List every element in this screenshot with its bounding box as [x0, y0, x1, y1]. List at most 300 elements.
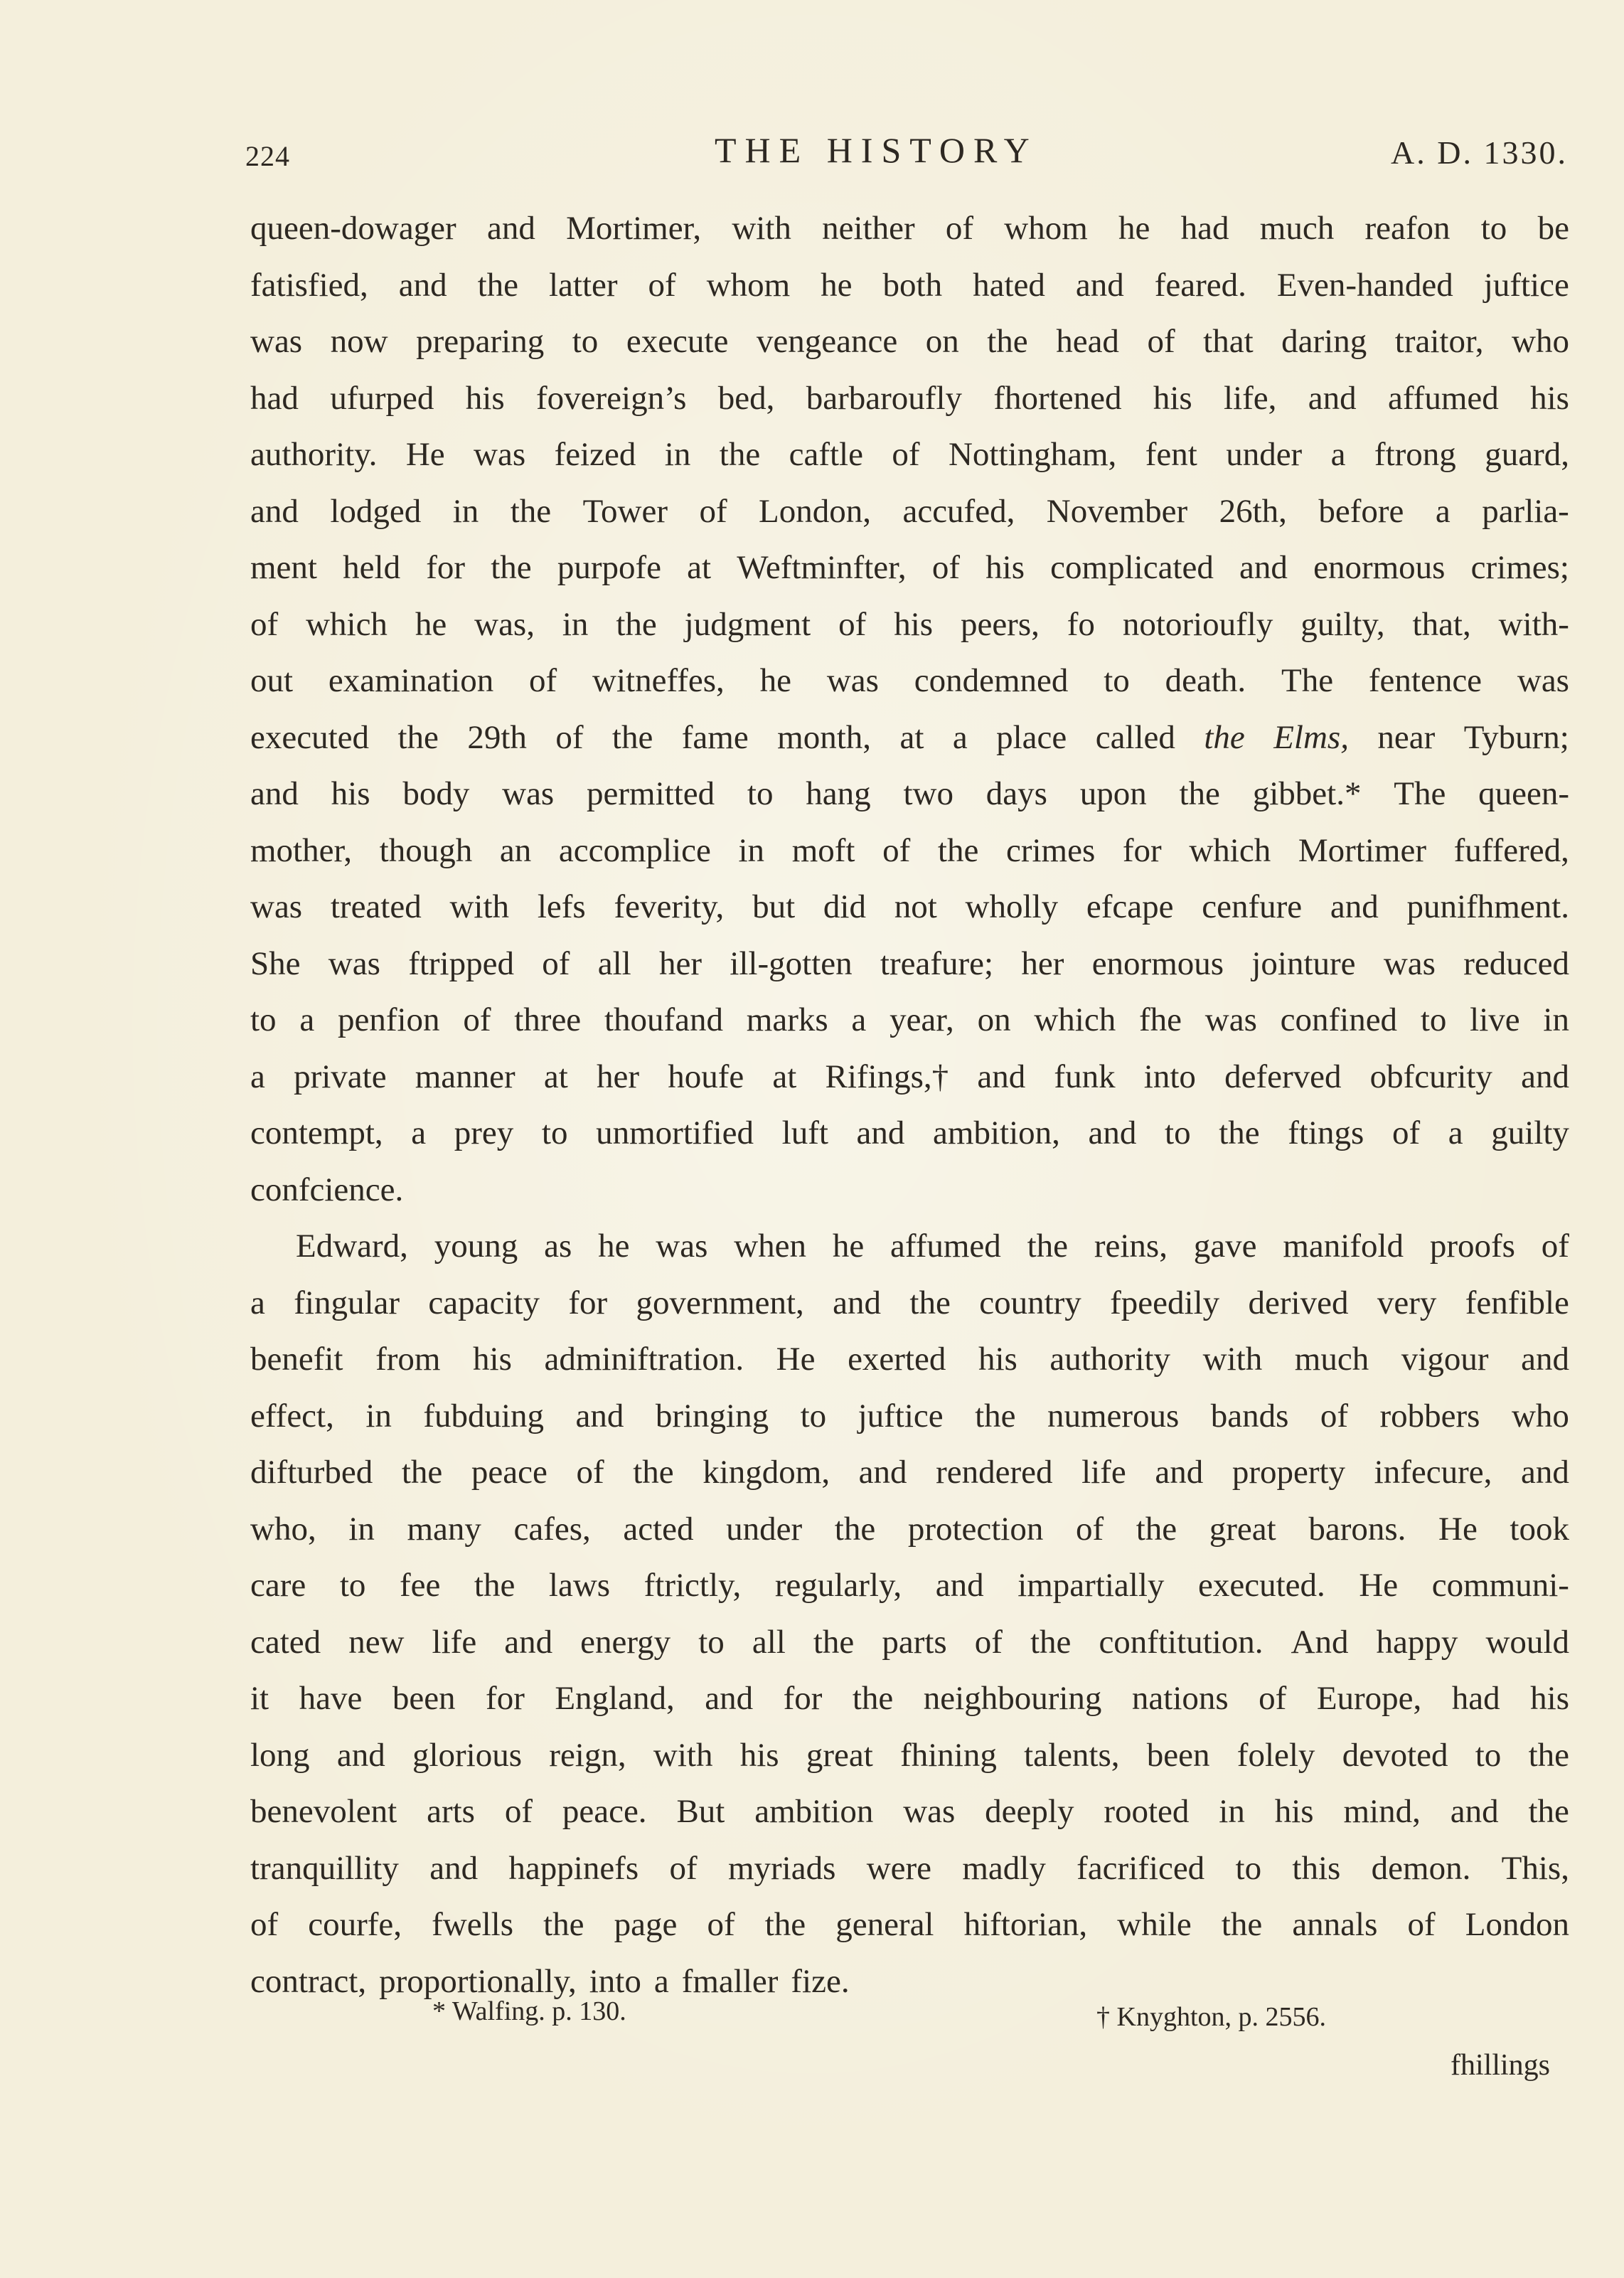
word: in — [1543, 1001, 1569, 1038]
catchword: fhillings — [1451, 2049, 1551, 2082]
word: jointure — [1251, 944, 1356, 982]
word: month, — [777, 718, 872, 756]
word: obfcurity — [1369, 1058, 1492, 1095]
word: to — [1475, 1736, 1502, 1774]
word: authority. — [250, 436, 378, 473]
word: for — [486, 1680, 525, 1717]
word: in — [562, 605, 589, 643]
text-line — [250, 1049, 1569, 1106]
word: her — [596, 1058, 639, 1095]
word: bringing — [655, 1397, 769, 1435]
word: of — [555, 718, 584, 756]
word: fuffered, — [1453, 831, 1569, 869]
word: a — [952, 718, 968, 756]
word: both — [882, 266, 943, 304]
word: the — [543, 1906, 584, 1943]
word: while — [1117, 1906, 1192, 1943]
word: This, — [1501, 1849, 1569, 1887]
word: with — [449, 888, 510, 925]
word: cated — [250, 1623, 321, 1661]
word: regularly, — [774, 1567, 902, 1604]
text-line — [250, 540, 1569, 597]
word: a — [1330, 436, 1346, 473]
word: was — [656, 1228, 708, 1265]
word: and — [856, 1114, 905, 1151]
word: peace. — [562, 1793, 647, 1830]
word: vigour — [1401, 1341, 1489, 1378]
word: hang — [806, 775, 871, 812]
word: protection — [907, 1510, 1044, 1548]
word: manner — [415, 1058, 515, 1095]
text-line — [250, 936, 1569, 993]
word: fee — [399, 1567, 441, 1604]
word: fhortened — [993, 379, 1122, 417]
text-line — [250, 427, 1569, 484]
word: to — [800, 1397, 827, 1435]
word: execute — [626, 323, 729, 360]
word: Tyburn; — [1463, 718, 1569, 756]
word: marks — [746, 1001, 828, 1038]
word: who, — [250, 1510, 316, 1548]
word: a — [851, 1001, 867, 1038]
word: deeply — [985, 1793, 1074, 1830]
word: acted — [623, 1510, 694, 1548]
word: purpofe — [557, 549, 661, 586]
word: to — [1165, 1114, 1191, 1151]
word: authority — [1049, 1341, 1171, 1378]
text-line — [250, 1444, 1569, 1501]
word: of — [882, 831, 911, 869]
word: juftice — [858, 1397, 944, 1435]
word: kingdom, — [703, 1454, 830, 1491]
word: ftrong — [1374, 436, 1456, 473]
word: enormous — [1313, 549, 1446, 586]
word: which — [1189, 831, 1271, 869]
word: had — [1451, 1680, 1500, 1717]
word: affumed — [890, 1228, 1001, 1265]
word: Elms, — [1273, 718, 1349, 756]
running-title: THE HISTORY — [715, 130, 1038, 170]
word: an — [499, 831, 532, 869]
word: Edward, — [296, 1228, 408, 1265]
word: to — [1480, 210, 1507, 247]
word: live — [1470, 1001, 1520, 1038]
word: confcience. — [250, 1171, 404, 1208]
word: He — [405, 436, 445, 473]
word: and — [250, 492, 299, 530]
word: whom — [706, 266, 791, 304]
word: was — [328, 944, 380, 982]
text-line — [250, 257, 1569, 314]
word: before — [1318, 492, 1404, 530]
word: Europe, — [1316, 1680, 1422, 1717]
word: which — [1034, 1001, 1116, 1038]
word: deferved — [1224, 1058, 1342, 1095]
word: life, — [1224, 379, 1277, 417]
text-line — [250, 371, 1569, 427]
word: in — [348, 1510, 375, 1548]
word: fovereign’s — [535, 379, 687, 417]
word: judgment — [684, 605, 811, 643]
word: been — [392, 1680, 456, 1717]
word: of — [250, 1906, 279, 1943]
word: had — [250, 379, 299, 417]
word: his — [473, 1341, 512, 1378]
text-line — [250, 766, 1569, 823]
word: barbaroufly — [806, 379, 962, 417]
word: London, — [759, 492, 872, 530]
word: of — [669, 1849, 698, 1887]
word: was, — [474, 605, 535, 643]
word: the — [987, 323, 1028, 360]
word: his — [1153, 379, 1192, 417]
word: to — [541, 1114, 568, 1151]
word: in — [1219, 1793, 1245, 1830]
word: who — [1512, 323, 1569, 360]
word: had — [1180, 210, 1229, 247]
word: to — [250, 1001, 277, 1038]
word: but — [752, 888, 796, 925]
word: government, — [636, 1284, 804, 1321]
text-line — [250, 1388, 1569, 1445]
word: guilty — [1491, 1114, 1569, 1151]
word: of — [1391, 1114, 1421, 1151]
word: capacity — [428, 1284, 540, 1321]
word: houfe — [668, 1058, 744, 1095]
word: demon. — [1371, 1849, 1471, 1887]
word: happinefs — [508, 1849, 639, 1887]
word: enormous — [1091, 944, 1224, 982]
text-line — [250, 1162, 1569, 1219]
word: not — [894, 888, 937, 925]
word: preparing — [416, 323, 545, 360]
word: the — [397, 718, 439, 756]
word: examination — [328, 662, 494, 699]
text-line — [250, 1275, 1569, 1332]
word: executed — [250, 718, 370, 756]
word: gibbet.* — [1252, 775, 1362, 812]
word: Mortimer, — [566, 210, 702, 247]
word: his — [465, 379, 505, 417]
word: hated — [973, 266, 1045, 304]
word: and — [486, 210, 535, 247]
word: neighbouring — [923, 1680, 1102, 1717]
word: bed, — [717, 379, 775, 417]
word: reafon — [1364, 210, 1451, 247]
word: fent — [1145, 436, 1197, 473]
word: condemned — [914, 662, 1069, 699]
footnote-knyghton: † Knyghton, p. 2556. — [1096, 2002, 1326, 2032]
word: a — [1435, 492, 1451, 530]
word: two — [903, 775, 953, 812]
word: great — [806, 1736, 873, 1774]
word: fame — [681, 718, 749, 756]
text-line — [250, 201, 1569, 257]
word: tranquillity — [250, 1849, 399, 1887]
word: rendered — [936, 1454, 1053, 1491]
word: of — [931, 549, 960, 586]
word: to — [1420, 1001, 1447, 1038]
word: exerted — [848, 1341, 946, 1378]
word: lefs — [537, 888, 586, 925]
word: neither — [822, 210, 915, 247]
word: was — [502, 775, 555, 812]
word: fmaller — [681, 1962, 779, 2000]
word: that — [1203, 323, 1254, 360]
word: and — [398, 266, 447, 304]
word: efcape — [1086, 888, 1174, 925]
word: ftings — [1288, 1114, 1364, 1151]
word: a — [250, 1284, 265, 1321]
word: his — [894, 605, 934, 643]
word: would — [1485, 1623, 1569, 1661]
word: caftle — [789, 436, 863, 473]
word: penfion — [337, 1001, 440, 1038]
main-text — [250, 201, 1569, 2010]
word: thoufand — [604, 1001, 724, 1038]
word: for — [1122, 831, 1162, 869]
word: life — [1081, 1454, 1126, 1491]
word: laws — [548, 1567, 611, 1604]
word: prey — [454, 1114, 514, 1151]
word: his — [1530, 1680, 1569, 1717]
word: upon — [1079, 775, 1147, 812]
word: conftitution. — [1099, 1623, 1264, 1661]
word: he — [1118, 210, 1150, 247]
word: very — [1377, 1284, 1437, 1321]
word: of — [648, 266, 676, 304]
word: his — [1274, 1793, 1314, 1830]
word: But — [676, 1793, 725, 1830]
word: the — [1221, 1906, 1263, 1943]
word: all — [597, 944, 631, 982]
word: proofs — [1429, 1228, 1515, 1265]
word: for — [783, 1680, 823, 1717]
word: his — [985, 549, 1025, 586]
word: fenfible — [1465, 1284, 1569, 1321]
word: happy — [1376, 1623, 1458, 1661]
word: under — [726, 1510, 803, 1548]
word: proportionally, — [379, 1962, 577, 2000]
word: and — [833, 1284, 882, 1321]
word: fingular — [294, 1284, 400, 1321]
word: The — [1281, 662, 1334, 699]
word: arts — [427, 1793, 475, 1830]
word: fhining — [900, 1736, 997, 1774]
word: and — [705, 1680, 754, 1717]
word: of — [1147, 323, 1175, 360]
text-line — [250, 653, 1569, 710]
word: the — [1030, 1623, 1072, 1661]
word: Even-handed — [1276, 266, 1453, 304]
word: ftripped — [408, 944, 514, 982]
word: He — [1438, 1510, 1478, 1548]
word: funk — [1054, 1058, 1116, 1095]
word: to — [572, 323, 599, 360]
word: of — [1541, 1228, 1569, 1265]
word: at — [772, 1058, 797, 1095]
word: this — [1292, 1849, 1341, 1887]
word: did — [823, 888, 866, 925]
word: affumed — [1388, 379, 1499, 417]
word: fo — [1067, 605, 1095, 643]
word: at — [899, 718, 924, 756]
word: The — [1394, 775, 1446, 812]
word: with- — [1498, 605, 1569, 643]
word: She — [250, 944, 301, 982]
word: contract, — [250, 1962, 367, 2000]
word: and — [1239, 549, 1288, 586]
running-date: A. D. 1330. — [1391, 134, 1568, 171]
word: a — [299, 1001, 315, 1038]
word: of — [1407, 1906, 1436, 1943]
word: Nottingham, — [948, 436, 1117, 473]
word: reign, — [549, 1736, 626, 1774]
word: been — [1146, 1736, 1210, 1774]
word: near — [1377, 718, 1436, 756]
word: held — [343, 549, 401, 586]
word: accufed, — [902, 492, 1015, 530]
word: of — [1259, 1680, 1287, 1717]
word: feared. — [1154, 266, 1246, 304]
word: of — [529, 662, 557, 699]
word: benefit — [250, 1341, 343, 1378]
word: of — [707, 1906, 735, 1943]
text-line — [250, 1614, 1569, 1671]
word: many — [407, 1510, 481, 1548]
word: infecure, — [1374, 1454, 1492, 1491]
word: to — [747, 775, 774, 812]
word: effect, — [250, 1397, 334, 1435]
word: the — [401, 1454, 443, 1491]
word: called — [1095, 718, 1175, 756]
word: the — [852, 1680, 894, 1717]
word: and — [1521, 1058, 1569, 1095]
word: gave — [1193, 1228, 1257, 1265]
word: 26th, — [1219, 492, 1287, 530]
word: the — [616, 605, 657, 643]
word: fatisfied, — [250, 266, 368, 304]
word: in — [664, 436, 691, 473]
text-line — [250, 1218, 1569, 1275]
word: was — [826, 662, 879, 699]
word: and — [1520, 1454, 1569, 1491]
word: the — [510, 492, 552, 530]
word: ment — [250, 549, 317, 586]
word: and — [1330, 888, 1379, 925]
word: when — [734, 1228, 806, 1265]
word: and — [935, 1567, 984, 1604]
word: and — [504, 1623, 553, 1661]
word: to — [1104, 662, 1130, 699]
word: the — [1528, 1736, 1569, 1774]
word: bands — [1210, 1397, 1289, 1435]
word: all — [752, 1623, 786, 1661]
word: luft — [781, 1114, 828, 1151]
word: derived — [1248, 1284, 1349, 1321]
word: of — [504, 1793, 533, 1830]
word: talents, — [1024, 1736, 1120, 1774]
word: head — [1056, 323, 1119, 360]
word: hiftorian, — [963, 1906, 1088, 1943]
word: executed. — [1198, 1567, 1325, 1604]
word: ambition, — [933, 1114, 1060, 1151]
word: peace — [471, 1454, 547, 1491]
text-line — [250, 314, 1569, 371]
word: that, — [1412, 605, 1471, 643]
word: punifhment. — [1406, 888, 1569, 925]
word: young — [434, 1228, 518, 1265]
word: annals — [1292, 1906, 1378, 1943]
word: of — [974, 1623, 1003, 1661]
word: the — [719, 436, 761, 473]
word: wholly — [965, 888, 1059, 925]
word: the — [834, 1510, 876, 1548]
word: glorious — [412, 1736, 523, 1774]
word: unmortified — [596, 1114, 754, 1151]
word: and — [575, 1397, 624, 1435]
word: with — [1202, 1341, 1263, 1378]
word: was — [1383, 944, 1436, 982]
text-line — [250, 1105, 1569, 1162]
word: of — [1075, 1510, 1104, 1548]
word: he — [821, 266, 853, 304]
word: and — [250, 775, 299, 812]
word: great — [1209, 1510, 1276, 1548]
word: he — [759, 662, 792, 699]
word: and — [1155, 1454, 1204, 1491]
text-line — [250, 879, 1569, 936]
word: death. — [1165, 662, 1246, 699]
word: a — [411, 1114, 427, 1151]
word: have — [299, 1680, 363, 1717]
word: his — [1530, 379, 1569, 417]
word: care — [250, 1567, 306, 1604]
word: confined — [1280, 1001, 1398, 1038]
word: took — [1510, 1510, 1569, 1548]
word: the — [813, 1623, 855, 1661]
text-line — [250, 1784, 1569, 1841]
word: under — [1226, 436, 1303, 473]
word: in — [365, 1397, 392, 1435]
word: was — [250, 888, 303, 925]
text-line — [250, 1501, 1569, 1558]
page-number: 224 — [245, 140, 290, 172]
word: of — [542, 944, 570, 982]
text-line — [250, 710, 1569, 767]
text-line — [250, 1671, 1569, 1728]
word: body — [402, 775, 470, 812]
word: on — [925, 323, 959, 360]
word: much — [1294, 1341, 1369, 1378]
word: fwells — [432, 1906, 513, 1943]
word: the — [1528, 1793, 1569, 1830]
word: the — [477, 266, 519, 304]
text-line — [250, 484, 1569, 541]
word: at — [543, 1058, 568, 1095]
word: the — [1027, 1228, 1069, 1265]
word: the — [975, 1397, 1016, 1435]
word: of — [945, 210, 974, 247]
word: in — [452, 492, 479, 530]
word: and — [429, 1849, 479, 1887]
word: the — [1219, 1114, 1260, 1151]
word: robbers — [1379, 1397, 1480, 1435]
word: and — [1075, 266, 1124, 304]
word: benevolent — [250, 1793, 397, 1830]
word: in — [738, 831, 765, 869]
word: now — [330, 323, 388, 360]
